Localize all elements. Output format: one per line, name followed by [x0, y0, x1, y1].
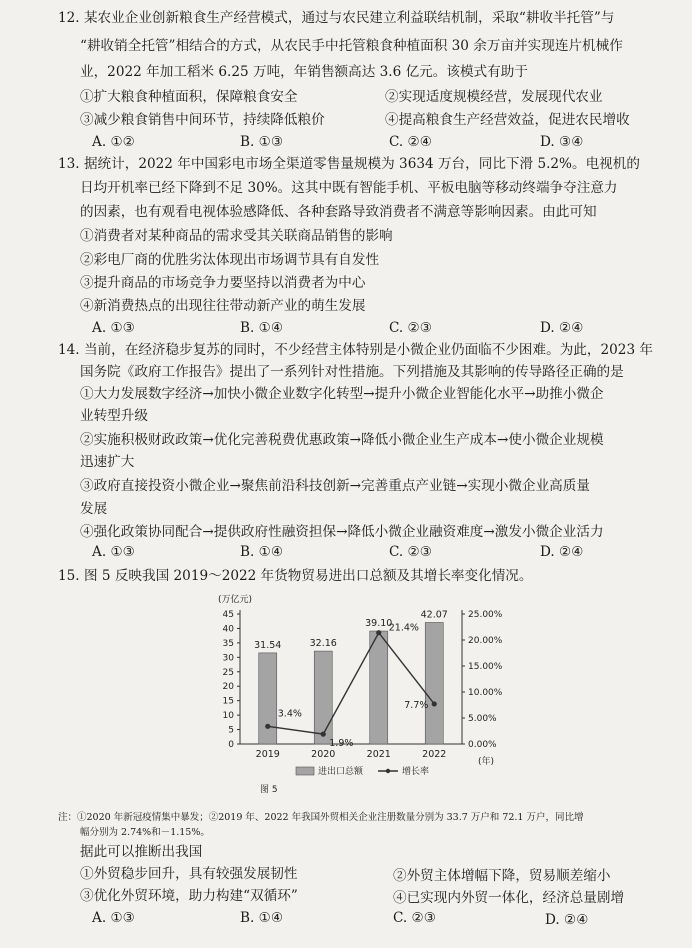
- q13-line-3: 的因素，也有观看电视体验感降低、各种套路导致消费者不满意等影响因素。由此可知: [80, 204, 597, 220]
- left-tick-label: 40: [222, 624, 234, 635]
- right-tick-label: 20.00%: [468, 636, 503, 646]
- bar-label-2021: 39.10: [365, 618, 393, 630]
- q14-statement-1b: 业转型升级: [80, 408, 148, 424]
- trade-chart: [200, 578, 530, 796]
- q12-line-2: “耕收销全托管”相结合的方式，从农民手中托管粮食种植面积 30 余万亩并实现连片机械作: [80, 38, 623, 54]
- growth-point-2019: [265, 724, 270, 729]
- q12-statement-2: ②实现适度规模经营，发展现代农业: [385, 89, 603, 105]
- q15-note-line-2: 幅分别为 2.74%和－1.15%。: [80, 827, 210, 838]
- bar-label-2022: 42.07: [420, 609, 448, 621]
- chart-caption: 图 5: [260, 785, 278, 795]
- growth-label-2022: 7.7%: [404, 699, 429, 711]
- right-tick-label: 5.00%: [468, 714, 497, 724]
- q14-statement-3b: 发展: [80, 501, 108, 517]
- legend-line-label: 增长率: [402, 767, 430, 777]
- q15-statement-4: ④已实现内外贸一体化，经济总量剧增: [393, 890, 625, 906]
- q15-statement-1: ①外贸稳步回升，具有较强发展韧性: [80, 866, 298, 882]
- q13-option-a: A. ①③: [92, 320, 135, 336]
- growth-label-2021: 21.4%: [388, 622, 419, 634]
- growth-point-2022: [432, 701, 437, 706]
- growth-label-2019: 3.4%: [277, 708, 302, 720]
- left-tick-label: 15: [222, 696, 234, 707]
- q15-option-d: D. ②④: [545, 912, 589, 928]
- q15-ask: 据此可以推断出我国: [80, 844, 203, 860]
- q13-line-2: 日均开机率已经下降到不足 30%。这其中既有智能手机、平板电脑等移动终端争夺注意力: [80, 180, 618, 196]
- x-tick-label-2022: 2022: [422, 749, 447, 760]
- q14-option-a: A. ①③: [92, 544, 135, 560]
- q12-option-c: C. ②④: [389, 134, 432, 150]
- growth-point-2021: [376, 630, 381, 635]
- q14-statement-2a: ②实施积极财政政策→优化完善税费优惠政策→降低小微企业生产成本→使小微企业规模: [80, 432, 604, 448]
- q13-option-c: C. ②③: [389, 320, 432, 336]
- left-tick-label: 20: [222, 682, 234, 693]
- q13-option-d: D. ②④: [540, 320, 584, 336]
- bar-2021: [370, 631, 388, 744]
- q15-statement-2: ②外贸主体增幅下降，贸易顺差缩小: [393, 868, 611, 884]
- q13-option-b: B. ①④: [240, 320, 284, 336]
- q14-option-b: B. ①④: [240, 544, 284, 560]
- right-tick-label: 25.00%: [468, 610, 503, 620]
- q12-option-a: A. ①②: [92, 134, 135, 150]
- legend-line-marker: [386, 769, 390, 773]
- bar-2020: [314, 651, 332, 744]
- q14-statement-3a: ③政府直接投资小微企业→聚焦前沿科技创新→完善重点产业链→实现小微企业高质量: [80, 478, 590, 494]
- q13-line-1: 13. 据统计，2022 年中国彩电市场全渠道零售量规模为 3634 万台，同比下滑 5.2%。电视机的: [58, 156, 640, 172]
- q12-statement-3: ③减少粮食销售中间环节，持续降低粮价: [80, 112, 325, 128]
- left-tick-label: 5: [228, 725, 234, 736]
- q13-statement-4: ④新消费热点的出现往往带动新产业的萌生发展: [80, 298, 366, 314]
- q15-option-b: B. ①④: [240, 910, 284, 926]
- q14-statement-2b: 迅速扩大: [80, 454, 135, 470]
- left-tick-label: 30: [222, 653, 234, 664]
- x-tick-label-2020: 2020: [311, 749, 336, 760]
- q12-option-d: D. ③④: [540, 134, 584, 150]
- q12-line-3: 业，2022 年加工稻米 6.25 万吨，年销售额高达 3.6 亿元。该模式有助于: [80, 64, 528, 80]
- q12-statement-4: ④提高粮食生产经营效益，促进农民增收: [385, 112, 630, 128]
- q14-statement-1a: ①大力发展数字经济→加快小微企业数字化转型→提升小微企业智能化水平→助推小微企: [80, 386, 604, 402]
- q15-statement-3: ③优化外贸环境，助力构建“双循环”: [80, 888, 298, 904]
- left-tick-label: 35: [222, 638, 234, 649]
- left-axis-unit: (万亿元): [218, 595, 253, 605]
- growth-label-2020: 1.9%: [329, 738, 354, 750]
- q15-option-c: C. ②③: [393, 910, 436, 926]
- q14-line-1: 14. 当前，在经济稳步复苏的同时，不少经营主体特别是小微企业仍面临不少困难。为此，2023 年: [58, 342, 654, 358]
- left-tick-label: 0: [228, 740, 234, 750]
- bar-2019: [259, 653, 277, 744]
- q14-option-c: C. ②③: [389, 544, 432, 560]
- q12-statement-1: ①扩大粮食种植面积，保障粮食安全: [80, 89, 298, 105]
- q15-note-line-1: 注：①2020 年新冠疫情集中暴发；②2019 年、2022 年我国外贸相关企业注册数量分别为 33.7 万户和 72.1 万户，同比增: [58, 812, 584, 823]
- q14-statement-4: ④强化政策协同配合→提供政府性融资担保→降低小微企业融资难度→激发小微企业活力: [80, 524, 604, 540]
- growth-point-2020: [321, 732, 326, 737]
- q13-statement-2: ②彩电厂商的优胜劣汰体现出市场调节具有自发性: [80, 252, 380, 268]
- left-tick-label: 25: [222, 667, 234, 678]
- left-tick-label: 10: [222, 711, 234, 722]
- x-tick-label-2021: 2021: [366, 749, 391, 760]
- x-axis-unit: (年): [478, 757, 495, 767]
- q14-line-2: 国务院《政府工作报告》提出了一系列针对性措施。下列措施及其影响的传导路径正确的是: [80, 364, 624, 380]
- bar-label-2020: 32.16: [309, 638, 337, 650]
- right-tick-label: 15.00%: [468, 662, 503, 672]
- q15-option-a: A. ①③: [92, 910, 135, 926]
- legend-bar-label: 进出口总额: [318, 767, 364, 777]
- bar-2022: [425, 622, 443, 744]
- legend-bar-swatch: [296, 767, 314, 775]
- right-tick-label: 0.00%: [468, 740, 497, 750]
- right-tick-label: 10.00%: [468, 688, 503, 698]
- x-tick-label-2019: 2019: [255, 749, 280, 760]
- left-tick-label: 45: [222, 610, 234, 620]
- q13-statement-3: ③提升商品的市场竞争力要坚持以消费者为中心: [80, 275, 366, 291]
- trade-chart-svg: [200, 578, 530, 796]
- q13-statement-1: ①消费者对某种商品的需求受其关联商品销售的影响: [80, 228, 393, 244]
- q14-option-d: D. ②④: [540, 544, 584, 560]
- q12-line-1: 12. 某农业企业创新粮食生产经营模式，通过与农民建立利益联结机制，采取“耕收半托管”与: [58, 10, 615, 26]
- q12-option-b: B. ①③: [240, 134, 284, 150]
- q15-line-1: 15. 图 5 反映我国 2019～2022 年货物贸易进出口总额及其增长率变化情况。: [58, 568, 533, 584]
- bar-label-2019: 31.54: [254, 639, 282, 651]
